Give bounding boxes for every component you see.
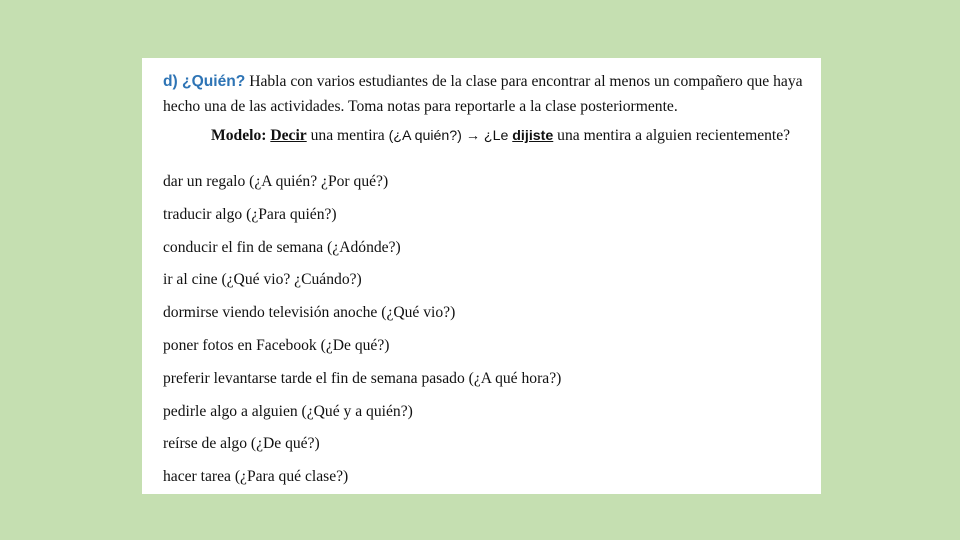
model-question-verb: dijiste	[512, 128, 554, 144]
model-label: Modelo:	[211, 127, 267, 144]
activity-item: conducir el fin de semana (¿Adónde?)	[163, 238, 401, 256]
model-verb: Decir	[270, 127, 307, 144]
exercise-card	[142, 58, 821, 494]
activity-item: traducir algo (¿Para quién?)	[163, 205, 337, 223]
model-cue: (¿A quién?)	[388, 128, 462, 144]
instruction-text: Habla con varios estudiantes de la clase para encontrar al menos un compañero que haya hecho una de las actividades. Toma notas para reportarle a la clase posteriormente.	[163, 73, 803, 115]
activity-list	[163, 172, 561, 500]
activity-item: hacer tarea (¿Para qué clase?)	[163, 468, 349, 486]
activity-item: preferir levantarse tarde el fin de semana pasado (¿A qué hora?)	[163, 369, 562, 387]
model-example	[211, 126, 816, 146]
model-phrase: una mentira	[310, 127, 385, 144]
model-question-rest: una mentira a alguien recientemente?	[557, 127, 791, 144]
activity-item: dormirse viendo televisión anoche (¿Qué vio?)	[163, 304, 456, 322]
activity-item: reírse de algo (¿De qué?)	[163, 435, 320, 453]
activity-item: pedirle algo a alguien (¿Qué y a quién?)	[163, 402, 413, 420]
activity-item: ir al cine (¿Qué vio? ¿Cuándo?)	[163, 271, 362, 289]
model-question-start: ¿Le	[483, 128, 509, 144]
activity-item: poner fotos en Facebook (¿De qué?)	[163, 336, 390, 354]
exercise-instruction	[163, 69, 813, 119]
activity-item: dar un regalo (¿A quién? ¿Por qué?)	[163, 173, 389, 190]
arrow-icon: →	[465, 128, 480, 144]
exercise-label: d) ¿Quién?	[163, 73, 246, 90]
